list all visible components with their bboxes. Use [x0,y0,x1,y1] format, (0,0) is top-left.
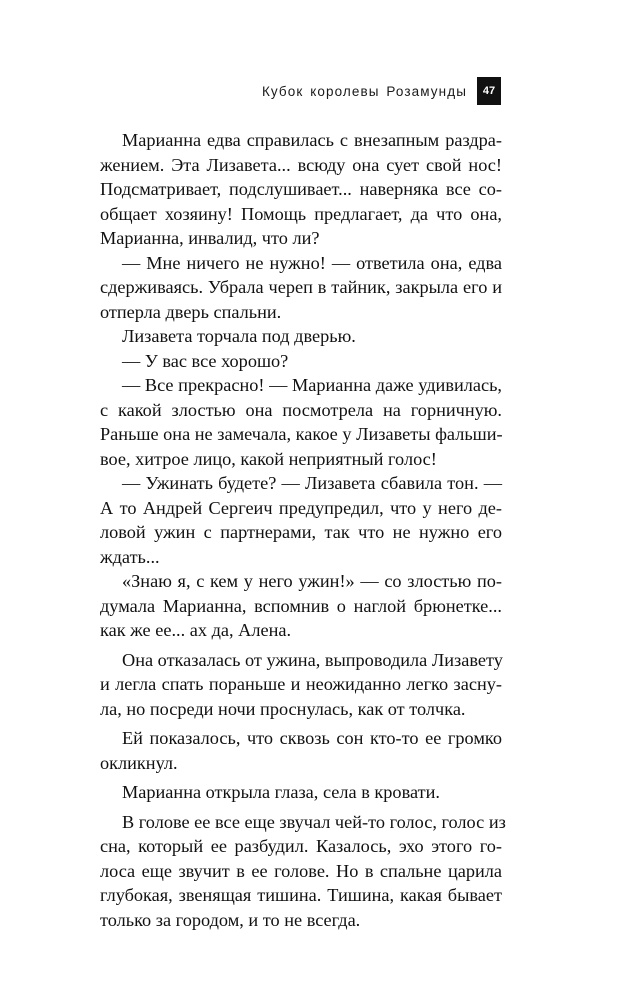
book-title: Кубок королевы Розамунды [261,83,467,99]
text-line: В голове ее все еще звучал чей-то голос, голос из [122,811,506,832]
text-line: только за городом, и то не всегда. [100,909,361,930]
running-header [262,77,501,105]
text-line: Марианна, инвалид, что ли? [100,228,320,248]
text-line: ждать... [100,546,160,567]
text-line: — Мне ничего не нужно! — ответила она, едва [122,252,502,273]
text-line: ловой ужин с партнерами, так что не нужно его [100,522,502,542]
text-line: Она отказалась от ужина, выпроводила Лизавету [122,649,503,670]
text-line: — Ужинать будете? — Лизавета сбавила тон. — [122,473,502,493]
text-line: с какой злостью она посмотрела на горничную. [100,399,502,420]
text-line: ла, но посреди ночи проснулась, как от толчка. [100,698,466,719]
text-line: окликнул. [100,752,178,773]
text-line: как же ее... ах да, Алена. [100,620,292,640]
text-line: Раньше она не замечала, какое у Лизаветы фальши- [100,424,503,444]
text-line: вое, хитрое лицо, какой неприятный голос! [100,448,437,469]
text-line: отперла дверь спальни. [100,301,282,322]
text-line: Ей показалось, что сквозь сон кто-то ее громко [122,728,502,748]
text-line: и легла спать пораньше и неожиданно легко засну- [100,674,502,694]
text-line: — У вас все хорошо? [122,350,289,371]
text-line: сдерживаясь. Убрала череп в тайник, закрыла его и [100,277,502,297]
page-body-text [100,128,506,932]
text-line: А то Андрей Сергеич предупредил, что у него де- [100,497,502,518]
text-line: Марианна открыла глаза, села в кровати. [122,782,440,802]
text-line: общает хозяину! Помощь предлагает, да что она, [100,203,502,224]
page-number: 47 [477,77,501,105]
text-line: «Знаю я, с кем у него ужин!» — со злостью по- [122,571,502,591]
text-line: Марианна едва справилась с внезапным раздра- [122,130,502,150]
text-line: — Все прекрасно! — Марианна даже удивилась, [122,375,502,395]
text-line: жением. Эта Лизавета... всюду она сует свой нос! [100,154,502,175]
text-line: глубокая, звенящая тишина. Тишина, какая бывает [100,885,502,905]
text-line: Подсматривает, подслушивает... наверняка все со- [100,179,502,199]
text-line: Лизавета торчала под дверью. [122,326,356,346]
text-line: думала Марианна, вспомнив о наглой брюнетке... [100,595,502,616]
text-line: лоса еще звучит в ее голове. Но в спальне царила [100,860,502,881]
text-line: сна, который ее разбудил. Казалось, эхо этого го- [100,836,502,856]
